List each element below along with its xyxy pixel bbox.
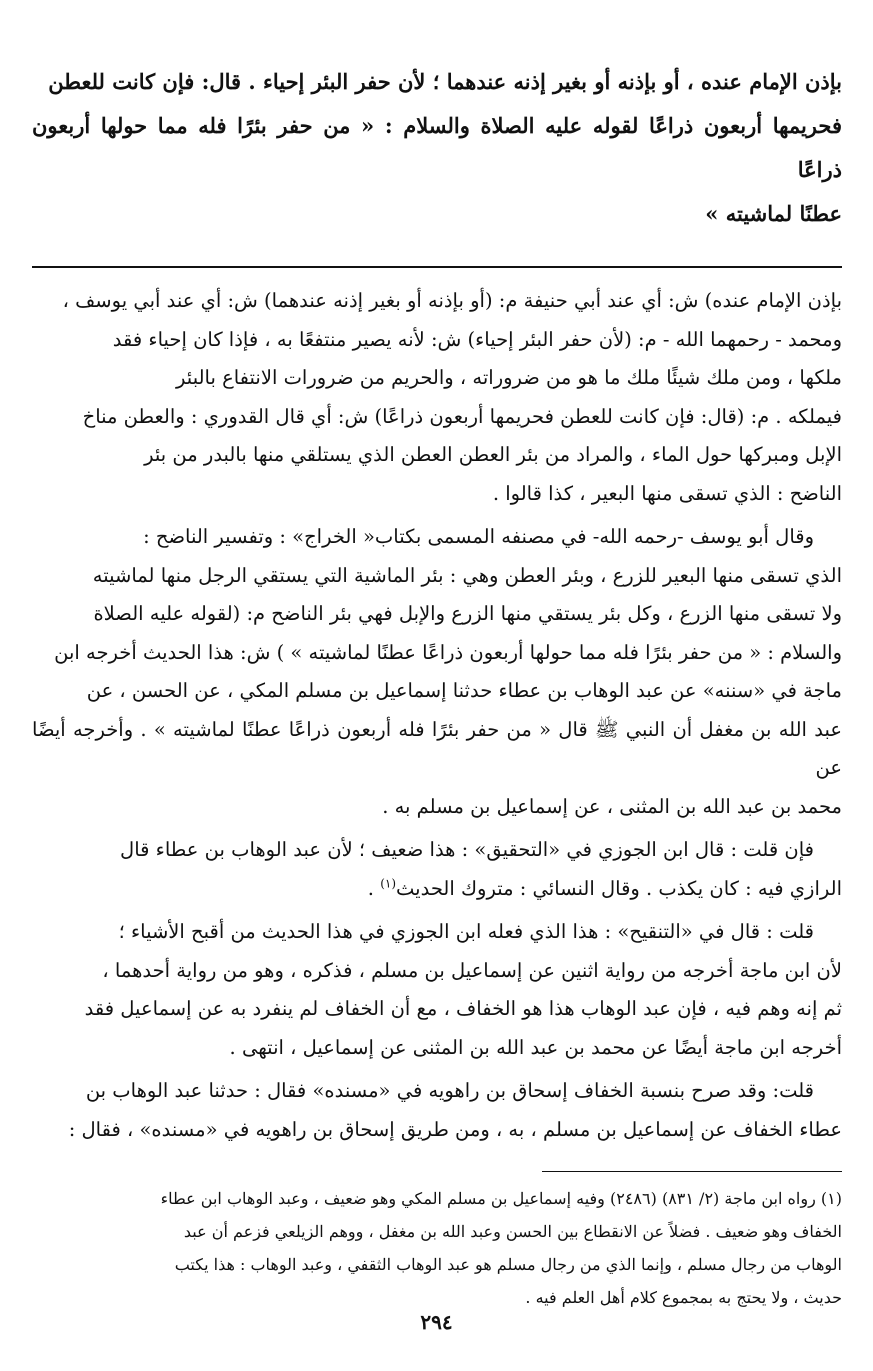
footnote-line: (١) رواه ابن ماجة (٢/ ٨٣١) (٢٤٨٦) وفيه إسماعيل بن مسلم المكي وهو ضعيف ، وعبد الوهاب ابن عطاء (160, 1189, 842, 1208)
commentary-line: لأن ابن ماجة أخرجه من رواية اثنين عن إسماعيل بن مسلم ، فذكره ، وهو من رواية أحدهما ، (102, 958, 842, 982)
commentary-line-text: الرازي فيه : كان يكذب . وقال النسائي : متروك الحديث (396, 876, 842, 900)
commentary-line-with-footnote (32, 870, 842, 909)
section-divider (32, 266, 842, 268)
commentary-line: ومحمد - رحمهما الله - م: (لأن حفر البئر إحياء) ش: لأنه يصير منتفعًا به ، فإذا كان إحياء فقد (112, 327, 842, 351)
footnote-divider (542, 1171, 842, 1172)
commentary-line: وقال أبو يوسف -رحمه الله- في مصنفه المسمى بكتاب« الخراج» : وتفسير الناضح : (143, 525, 814, 548)
commentary-line: فإن قلت : قال ابن الجوزي في «التحقيق» : هذا ضعيف ؛ لأن عبد الوهاب بن عطاء قال (120, 838, 814, 861)
footnote (32, 1182, 842, 1314)
commentary-line: بإذن الإمام عنده) ش: أي عند أبي حنيفة م: (أو بإذنه أو بغير إذنه عندهما) ش: أي عند أبي يوسف ، (62, 289, 842, 312)
main-text-line: فحريمها أربعون ذراعًا لقوله عليه الصلاة والسلام : « من حفر بئرًا فله مما حولها أربعون ذراعًا (32, 113, 842, 182)
commentary-line: الناضح : الذي تسقى منها البعير ، كذا قالوا . (492, 481, 842, 505)
commentary-line: فيملكه . م: (قال: فإن كانت للعطن فحريمها أربعون ذراعًا) ش: أي قال القدوري : والعطن مناخ (82, 404, 842, 428)
commentary-paragraph-1 (32, 282, 842, 513)
book-page (32, 60, 842, 1314)
commentary-line: ملكها ، ومن ملك شيئًا ملك ما هو من ضروراته ، والحريم من ضرورات الانتفاع بالبئر (176, 366, 842, 389)
commentary-paragraph-3 (32, 831, 842, 908)
commentary-line: الذي تسقى منها البعير للزرع ، وبئر العطن وهي : بئر الماشية التي يستقي الرجل منها لماشيته (92, 563, 842, 587)
commentary-line: أخرجه ابن ماجة أيضًا عن محمد بن عبد الله بن المثنى عن إسماعيل ، انتهى . (229, 1035, 842, 1059)
footnote-line: الخفاف وهو ضعيف . فضلاً عن الانقطاع بين الحسن وعبد الله بن مغفل ، ووهم الزيلعي فزعم أن عبد (183, 1222, 842, 1241)
commentary-line: والسلام : « من حفر بئرًا فله مما حولها أربعون ذراعًا عطنًا لماشيته » ) ش: هذا الحديث أخرجه ابن (54, 640, 842, 664)
footnote-line: الوهاب من رجال مسلم ، وإنما الذي من رجال مسلم هو عبد الوهاب الثقفي ، وعبد الوهاب : هذا يكتب (174, 1255, 842, 1274)
footnote-reference[interactable]: (١) (380, 876, 397, 890)
commentary-line: ماجة في «سننه» عن عبد الوهاب بن عطاء حدثنا إسماعيل بن مسلم المكي ، عن الحسن ، عن (86, 679, 842, 702)
commentary-line: محمد بن عبد الله بن المثنى ، عن إسماعيل بن مسلم به . (382, 794, 842, 818)
footnote-line: حديث ، ولا يحتج به بمجموع كلام أهل العلم فيه . (525, 1288, 842, 1307)
commentary-paragraph-4 (32, 913, 842, 1067)
commentary-line: ولا تسقى منها الزرع ، وكل بئر يستقي منها الزرع والإبل فهي بئر الناضح م: (لقوله عليه الصلاة (93, 602, 842, 625)
main-text-line: بإذن الإمام عنده ، أو بإذنه أو بغير إذنه عندهما ؛ لأن حفر البئر إحياء . قال: فإن كانت للعطن (48, 69, 842, 94)
commentary-paragraph-5 (32, 1072, 842, 1149)
main-text (32, 60, 842, 236)
commentary-line: عبد الله بن مغفل أن النبي ﷺ قال « من حفر بئرًا فله أربعون ذراعًا عطنًا لماشيته » . وأخرجه أيضًا عن (32, 717, 842, 779)
commentary-paragraph-2 (32, 518, 842, 826)
sentence-end: . (367, 876, 381, 900)
commentary-line: قلت: وقد صرح بنسبة الخفاف إسحاق بن راهويه في «مسنده» فقال : حدثنا عبد الوهاب بن (85, 1079, 814, 1102)
commentary-line: ثم إنه وهم فيه ، فإن عبد الوهاب هذا هو الخفاف ، مع أن الخفاف لم ينفرد به عن إسماعيل فقد (84, 997, 842, 1020)
commentary-line: الإبل ومبركها حول الماء ، والمراد من بئر العطن العطن الذي يستلقي منها بالبدر من بئر (144, 443, 842, 466)
page-number: ٢٩٤ (420, 1310, 453, 1334)
commentary-line: قلت : قال في «التنقيح» : هذا الذي فعله ابن الجوزي في هذا الحديث من أقبح الأشياء ؛ (118, 920, 814, 943)
commentary-line: عطاء الخفاف عن إسماعيل بن مسلم ، به ، ومن طريق إسحاق بن راهويه في «مسنده» ، فقال : (68, 1117, 842, 1141)
main-text-line: عطنًا لماشيته » (705, 201, 842, 226)
